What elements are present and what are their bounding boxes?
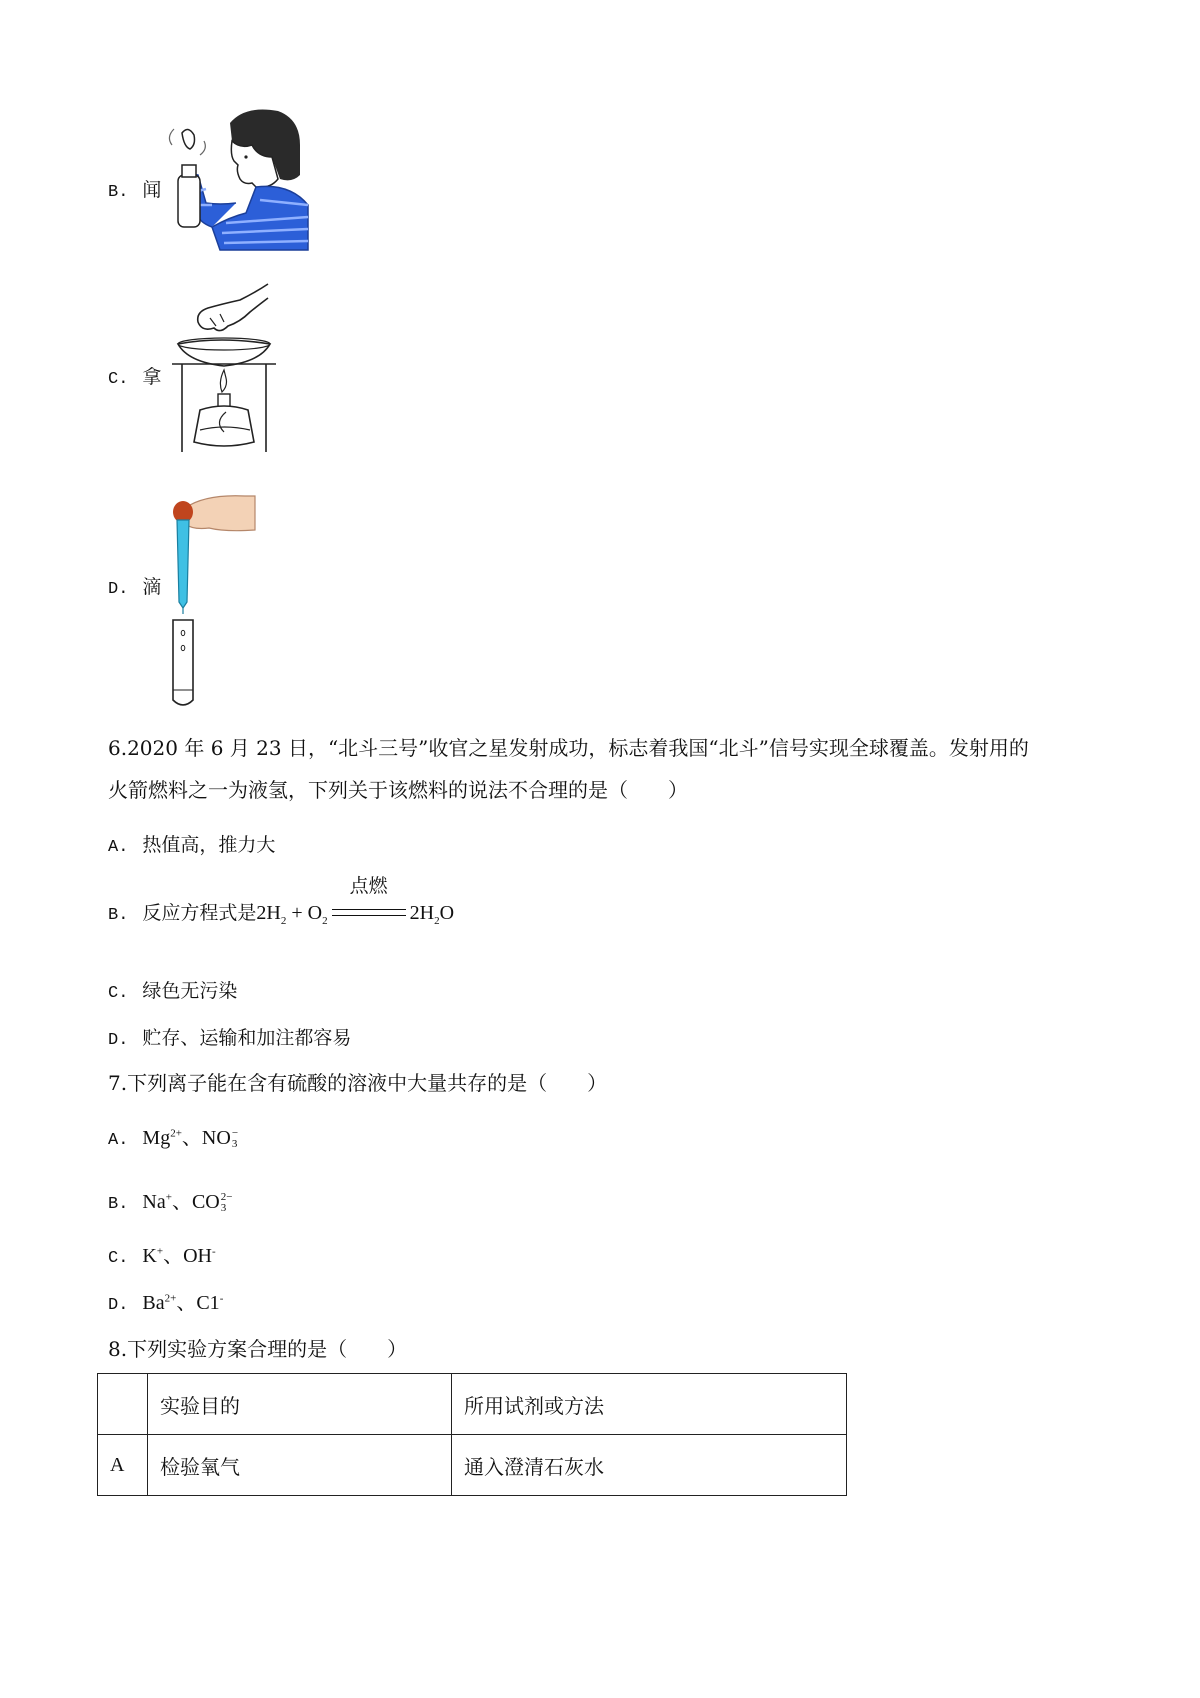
eq-sub: 2 xyxy=(322,915,328,927)
q6-stem-line2: 火箭燃料之一为液氢，下列关于该燃料的说法不合理的是（ ） xyxy=(108,778,688,802)
option-letter: D. xyxy=(108,580,129,599)
ion-charge: − xyxy=(231,1127,239,1140)
ion-pair xyxy=(142,1127,238,1149)
eq-sub: 2 xyxy=(280,915,287,927)
ion-charge: 2− xyxy=(220,1191,233,1204)
q6-option-b xyxy=(108,876,455,929)
option-text: 贮存、运输和加注都容易 xyxy=(142,1027,352,1049)
table-cell: A xyxy=(98,1435,148,1496)
q6-stem-line1: 6.2020 年 6 月 23 日，“北斗三号”收官之星发射成功，标志着我国“北斗”信号实现全球覆盖。发射用的 xyxy=(108,736,1029,760)
option-text: 拿 xyxy=(142,366,162,388)
table-header-cell: 所用试剂或方法 xyxy=(452,1374,847,1435)
option-letter: B. xyxy=(108,906,129,925)
q6-option-c xyxy=(108,978,237,1007)
option-b-smell xyxy=(108,177,161,206)
condition-text: 点燃 xyxy=(349,876,388,897)
option-text: 反应方程式是 xyxy=(142,902,257,924)
smell-gas-illustration xyxy=(160,105,310,250)
ion: CO xyxy=(191,1191,220,1213)
ion: Ba xyxy=(142,1292,165,1314)
eq-term: 2H xyxy=(409,902,435,924)
ion-subscript: 3 xyxy=(231,1138,238,1151)
separator: 、 xyxy=(163,1245,184,1267)
ion: Na xyxy=(142,1191,166,1213)
ion-pair xyxy=(142,1245,215,1267)
q7-option-a xyxy=(108,1125,238,1154)
q7-option-d xyxy=(108,1290,223,1319)
q7-option-c xyxy=(108,1243,216,1272)
eq-term: 2H xyxy=(256,902,281,924)
ion: OH xyxy=(183,1245,212,1267)
table-cell: 检验氧气 xyxy=(148,1435,452,1496)
ion: Mg xyxy=(142,1127,171,1149)
q8-stem: 8.下列实验方案合理的是（ ） xyxy=(108,1337,408,1361)
equals-bars xyxy=(332,909,406,916)
chemical-equation xyxy=(256,876,455,927)
ion-pair xyxy=(142,1292,223,1314)
q7-option-b xyxy=(108,1189,232,1218)
option-text: 绿色无污染 xyxy=(142,980,238,1002)
option-d-drip xyxy=(108,574,161,603)
option-letter: A. xyxy=(108,1131,129,1150)
option-text: 闻 xyxy=(142,179,162,201)
ion-pair xyxy=(142,1191,232,1213)
separator: 、 xyxy=(181,1127,202,1149)
q6-option-d xyxy=(108,1025,351,1054)
dropper-test-tube-illustration xyxy=(165,490,265,715)
option-letter: C. xyxy=(108,984,129,1003)
option-text: 热值高，推力大 xyxy=(142,834,276,856)
ion-charge: - xyxy=(211,1245,216,1258)
option-letter: A. xyxy=(108,838,129,857)
eq-term: O xyxy=(307,902,323,924)
q6-option-a xyxy=(108,832,275,861)
q7-stem: 7.下列离子能在含有硫酸的溶液中大量共存的是（ ） xyxy=(108,1071,608,1095)
ion: NO xyxy=(201,1127,231,1149)
option-letter: D. xyxy=(108,1031,129,1050)
separator: 、 xyxy=(176,1292,197,1314)
separator: 、 xyxy=(171,1191,192,1213)
reaction-condition xyxy=(332,876,406,926)
table-header-cell xyxy=(98,1374,148,1435)
option-letter: D. xyxy=(108,1296,129,1315)
hand-evaporating-dish-illustration xyxy=(160,282,280,462)
option-text: 滴 xyxy=(142,576,162,598)
ion-charge: + xyxy=(165,1191,172,1204)
option-letter: B. xyxy=(108,183,129,202)
eq-term: O xyxy=(439,902,455,924)
experiment-table xyxy=(97,1373,847,1496)
ion-charge: + xyxy=(156,1245,164,1258)
table-header-row xyxy=(98,1374,847,1435)
ion-subscript: 3 xyxy=(220,1202,227,1215)
ion-charge: 2+ xyxy=(170,1127,182,1140)
ion: K xyxy=(142,1245,157,1267)
option-letter: C. xyxy=(108,370,129,389)
table-row xyxy=(98,1435,847,1496)
option-letter: C. xyxy=(108,1249,129,1268)
ion: C1 xyxy=(196,1292,220,1314)
option-c-take xyxy=(108,364,161,393)
eq-sub: 2 xyxy=(434,915,440,927)
ion-charge: - xyxy=(219,1292,224,1305)
table-header-cell: 实验目的 xyxy=(148,1374,452,1435)
table-cell: 通入澄清石灰水 xyxy=(452,1435,847,1496)
eq-plus: + xyxy=(291,902,303,924)
ion-charge: 2+ xyxy=(164,1292,177,1305)
option-letter: B. xyxy=(108,1195,129,1214)
